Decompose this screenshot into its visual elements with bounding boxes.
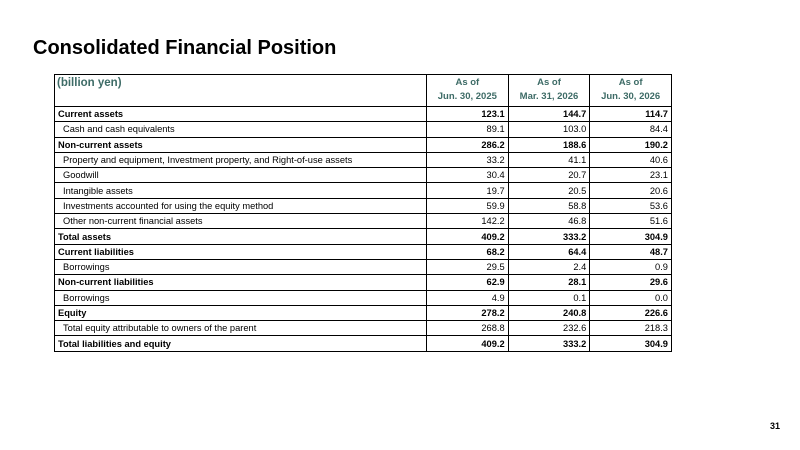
row-label: Borrowings (55, 259, 427, 274)
row-value: 20.6 (590, 183, 672, 198)
row-value: 28.1 (508, 275, 590, 290)
table-row (55, 214, 672, 229)
row-value: 20.7 (508, 168, 590, 183)
row-label: Other non-current financial assets (55, 214, 427, 229)
column-header-date: Jun. 30, 2025 (437, 91, 497, 102)
row-value: 333.2 (508, 229, 590, 244)
row-value: 23.1 (590, 168, 672, 183)
table-header-row (55, 75, 672, 107)
row-value: 29.5 (427, 259, 509, 274)
table-row (55, 168, 672, 183)
row-label: Equity (55, 305, 427, 320)
table-row (55, 229, 672, 244)
row-value: 409.2 (427, 336, 509, 351)
row-value: 144.7 (508, 107, 590, 122)
table-row (55, 275, 672, 290)
row-value: 58.8 (508, 198, 590, 213)
row-value: 190.2 (590, 137, 672, 152)
row-value: 114.7 (590, 107, 672, 122)
row-label: Goodwill (55, 168, 427, 183)
column-header-date: Mar. 31, 2026 (519, 91, 579, 102)
row-value: 304.9 (590, 229, 672, 244)
table-row (55, 137, 672, 152)
table-row (55, 152, 672, 167)
table-body (55, 107, 672, 352)
row-value: 268.8 (427, 321, 509, 336)
row-label: Total liabilities and equity (55, 336, 427, 351)
row-value: 188.6 (508, 137, 590, 152)
row-value: 142.2 (427, 214, 509, 229)
column-header-date: Jun. 30, 2026 (601, 91, 661, 102)
table-row (55, 244, 672, 259)
page-number: 31 (769, 421, 780, 431)
table-row (55, 183, 672, 198)
row-value: 59.9 (427, 198, 509, 213)
page-title: Consolidated Financial Position (33, 37, 337, 59)
column-header (508, 75, 590, 107)
table-row (55, 336, 672, 351)
table-row (55, 321, 672, 336)
row-value: 4.9 (427, 290, 509, 305)
row-value: 304.9 (590, 336, 672, 351)
row-value: 240.8 (508, 305, 590, 320)
row-value: 278.2 (427, 305, 509, 320)
table-row (55, 198, 672, 213)
row-value: 30.4 (427, 168, 509, 183)
row-value: 89.1 (427, 122, 509, 137)
column-header-line1: As of (618, 77, 643, 88)
row-value: 232.6 (508, 321, 590, 336)
row-label: Current liabilities (55, 244, 427, 259)
table-row (55, 122, 672, 137)
row-label: Cash and cash equivalents (55, 122, 427, 137)
row-label: Borrowings (55, 290, 427, 305)
row-value: 103.0 (508, 122, 590, 137)
row-value: 41.1 (508, 152, 590, 167)
row-value: 0.0 (590, 290, 672, 305)
row-value: 123.1 (427, 107, 509, 122)
row-label: Current assets (55, 107, 427, 122)
table-row (55, 107, 672, 122)
row-value: 68.2 (427, 244, 509, 259)
row-value: 286.2 (427, 137, 509, 152)
row-value: 0.9 (590, 259, 672, 274)
unit-header: (billion yen) (55, 75, 427, 107)
row-value: 46.8 (508, 214, 590, 229)
row-value: 0.1 (508, 290, 590, 305)
row-value: 64.4 (508, 244, 590, 259)
row-value: 29.6 (590, 275, 672, 290)
row-value: 40.6 (590, 152, 672, 167)
row-value: 226.6 (590, 305, 672, 320)
row-value: 51.6 (590, 214, 672, 229)
row-value: 62.9 (427, 275, 509, 290)
row-label: Property and equipment, Investment property, and Right-of-use assets (55, 152, 427, 167)
row-label: Intangible assets (55, 183, 427, 198)
column-header-line1: As of (455, 77, 480, 88)
row-value: 333.2 (508, 336, 590, 351)
row-value: 53.6 (590, 198, 672, 213)
row-label: Investments accounted for using the equity method (55, 198, 427, 213)
row-value: 19.7 (427, 183, 509, 198)
column-header (590, 75, 672, 107)
column-header-line1: As of (537, 77, 561, 88)
row-value: 84.4 (590, 122, 672, 137)
row-value: 48.7 (590, 244, 672, 259)
row-label: Non-current assets (55, 137, 427, 152)
column-header (427, 75, 509, 107)
row-label: Non-current liabilities (55, 275, 427, 290)
row-value: 409.2 (427, 229, 509, 244)
row-value: 33.2 (427, 152, 509, 167)
row-value: 20.5 (508, 183, 590, 198)
table-row (55, 290, 672, 305)
table-row (55, 259, 672, 274)
row-value: 218.3 (590, 321, 672, 336)
table-row (55, 305, 672, 320)
row-value: 2.4 (508, 259, 590, 274)
financial-position-table (54, 74, 672, 352)
row-label: Total equity attributable to owners of the parent (55, 321, 427, 336)
row-label: Total assets (55, 229, 427, 244)
